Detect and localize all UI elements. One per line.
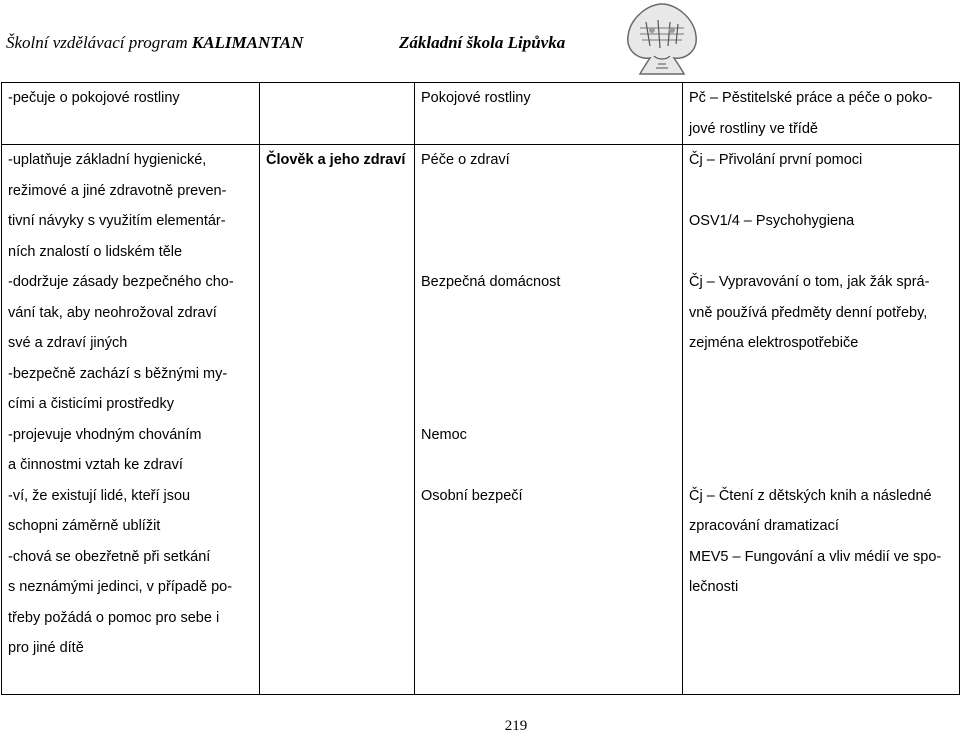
topic-cell bbox=[260, 83, 415, 145]
cell-line: -dodržuje zásady bezpečného cho- bbox=[8, 274, 234, 290]
content-cell bbox=[415, 83, 683, 145]
cell-line: MEV5 – Fungování a vliv médií ve spo- bbox=[689, 548, 942, 565]
cell-spacer bbox=[8, 664, 253, 694]
cell-line bbox=[689, 359, 953, 390]
page-number: 219 bbox=[504, 718, 528, 734]
cell-line bbox=[689, 176, 953, 207]
cell-line bbox=[689, 237, 953, 268]
cell-line bbox=[421, 237, 676, 268]
cell-line: Čj – Přivolání první pomoci bbox=[689, 152, 863, 168]
cell-line: své a zdraví jiných bbox=[8, 335, 128, 351]
cell-line: pro jiné dítě bbox=[8, 640, 84, 656]
program-name: KALIMANTAN bbox=[191, 33, 304, 52]
cell-line: Čj – Vypravování o tom, jak žák sprá- bbox=[689, 274, 930, 290]
cell-line: -projevuje vhodným chováním bbox=[8, 426, 202, 443]
cell-line bbox=[689, 450, 953, 481]
cell-line bbox=[421, 389, 676, 420]
cell-line: režimové a jiné zdravotně preven- bbox=[8, 182, 227, 199]
cell-line: jové rostliny ve třídě bbox=[689, 120, 818, 137]
cell-line: ních znalostí o lidském těle bbox=[8, 243, 183, 260]
cell-line: vání tak, aby neohrožoval zdraví bbox=[8, 304, 217, 321]
school-logo-icon bbox=[620, 0, 704, 78]
cell-line bbox=[689, 389, 953, 420]
cell-line: a činnostmi vztah ke zdraví bbox=[8, 457, 183, 473]
links-cell bbox=[683, 145, 960, 695]
cell-line: -pečuje o pokojové rostliny bbox=[8, 90, 180, 106]
cell-line: Čj – Čtení z dětských knih a následné bbox=[689, 487, 932, 504]
table-row bbox=[2, 83, 960, 145]
cell-line: Péče o zdraví bbox=[421, 152, 510, 168]
cell-line bbox=[689, 420, 953, 451]
cell-line: vně používá předměty denní potřeby, bbox=[689, 304, 928, 321]
cell-line: Pokojové rostliny bbox=[421, 90, 531, 106]
table-row bbox=[2, 145, 960, 695]
cell-line bbox=[421, 176, 676, 207]
cell-line: zejména elektrospotřebiče bbox=[689, 335, 859, 351]
cell-line bbox=[421, 359, 676, 390]
cell-line: OSV1/4 – Psychohygiena bbox=[689, 213, 855, 229]
program-title bbox=[6, 33, 303, 53]
cell-line: -uplatňuje základní hygienické, bbox=[8, 152, 207, 168]
cell-line bbox=[421, 298, 676, 329]
outputs-cell bbox=[2, 145, 260, 695]
cell-line: třeby požádá o pomoc pro sebe i bbox=[8, 609, 220, 626]
cell-line: cími a čisticími prostředky bbox=[8, 396, 174, 412]
cell-line: s neznámými jedinci, v případě po- bbox=[8, 579, 233, 595]
program-prefix: Školní vzdělávací program bbox=[6, 33, 192, 52]
content-cell bbox=[415, 145, 683, 695]
cell-line bbox=[421, 206, 676, 237]
links-cell bbox=[683, 83, 960, 145]
cell-line: tivní návyky s využitím elementár- bbox=[8, 213, 226, 229]
outputs-cell bbox=[2, 83, 260, 145]
cell-line: Bezpečná domácnost bbox=[421, 274, 561, 290]
cell-line: Osobní bezpečí bbox=[421, 487, 523, 504]
curriculum-table bbox=[1, 82, 960, 695]
cell-line bbox=[421, 450, 676, 481]
cell-line: Člověk a jeho zdraví bbox=[266, 152, 406, 168]
cell-line: schopni záměrně ublížit bbox=[8, 518, 161, 534]
topic-cell bbox=[260, 145, 415, 695]
cell-line bbox=[266, 83, 408, 114]
cell-line: Pč – Pěstitelské práce a péče o poko- bbox=[689, 90, 933, 106]
cell-line bbox=[421, 328, 676, 359]
cell-line: -chová se obezřetně při setkání bbox=[8, 548, 211, 565]
cell-line: zpracování dramatizací bbox=[689, 518, 839, 534]
cell-line: lečnosti bbox=[689, 579, 739, 595]
school-name: Základní škola Lipůvka bbox=[399, 33, 566, 52]
cell-line: Nemoc bbox=[421, 426, 467, 443]
cell-line: -bezpečně zachází s běžnými my- bbox=[8, 365, 228, 382]
cell-line: -ví, že existují lidé, kteří jsou bbox=[8, 487, 191, 504]
